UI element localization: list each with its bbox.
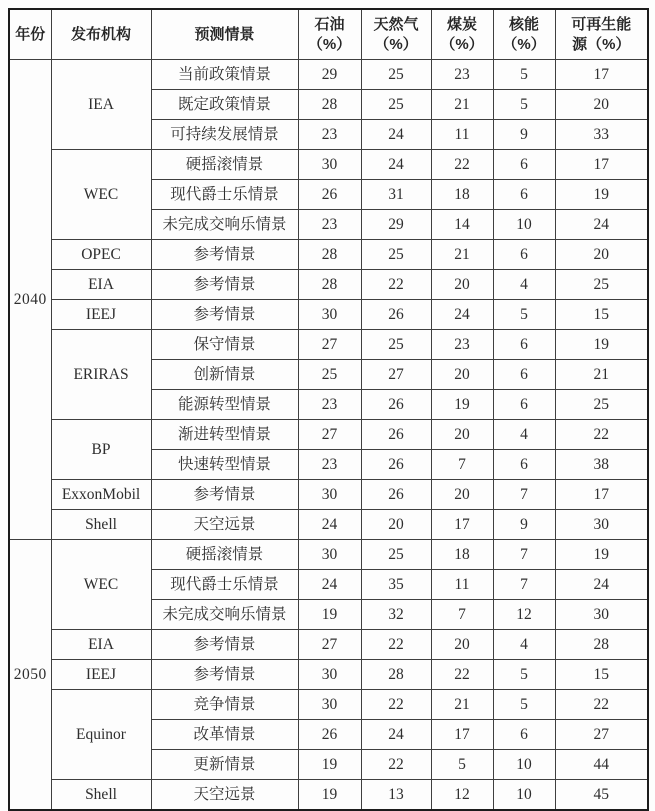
table-row: [9, 630, 648, 660]
value-cell: 22: [555, 690, 648, 720]
scenario-cell: 硬摇滚情景: [151, 540, 298, 570]
column-header-gas: [361, 9, 431, 60]
table-row: [9, 540, 648, 570]
value-cell: 6: [493, 390, 555, 420]
value-cell: 20: [555, 90, 648, 120]
value-cell: 31: [361, 180, 431, 210]
value-cell: 24: [555, 570, 648, 600]
value-cell: 24: [298, 570, 361, 600]
value-cell: 5: [493, 60, 555, 90]
value-cell: 25: [361, 240, 431, 270]
value-cell: 7: [493, 540, 555, 570]
value-cell: 21: [555, 360, 648, 390]
org-cell: EIA: [51, 270, 151, 300]
value-cell: 6: [493, 180, 555, 210]
value-cell: 12: [493, 600, 555, 630]
column-header-text: 源（%）: [572, 35, 631, 53]
value-cell: 19: [431, 390, 493, 420]
scenario-cell: 保守情景: [151, 330, 298, 360]
energy-forecast-table: [8, 8, 649, 811]
org-cell: ExxonMobil: [51, 480, 151, 510]
value-cell: 12: [431, 780, 493, 811]
value-cell: 6: [493, 330, 555, 360]
value-cell: 6: [493, 240, 555, 270]
value-cell: 18: [431, 180, 493, 210]
value-cell: 22: [361, 690, 431, 720]
value-cell: 5: [493, 690, 555, 720]
value-cell: 7: [493, 480, 555, 510]
scenario-cell: 现代爵士乐情景: [151, 180, 298, 210]
value-cell: 6: [493, 720, 555, 750]
scenario-cell: 参考情景: [151, 630, 298, 660]
value-cell: 17: [431, 510, 493, 540]
column-header-text: 煤炭: [446, 15, 477, 33]
value-cell: 25: [298, 360, 361, 390]
column-header-text: （%）: [374, 35, 418, 53]
column-header-text: （%）: [307, 35, 352, 53]
year-cell: 2050: [9, 540, 51, 811]
value-cell: 35: [361, 570, 431, 600]
org-cell: EIA: [51, 630, 151, 660]
table-row: [9, 270, 648, 300]
value-cell: 20: [431, 420, 493, 450]
scenario-cell: 竞争情景: [151, 690, 298, 720]
value-cell: 22: [555, 420, 648, 450]
scenario-cell: 可持续发展情景: [151, 120, 298, 150]
scenario-cell: 参考情景: [151, 270, 298, 300]
value-cell: 28: [361, 660, 431, 690]
value-cell: 13: [361, 780, 431, 811]
org-cell: OPEC: [51, 240, 151, 270]
value-cell: 23: [298, 210, 361, 240]
value-cell: 26: [361, 390, 431, 420]
column-header-renewable: [555, 9, 648, 60]
value-cell: 19: [555, 540, 648, 570]
value-cell: 10: [493, 210, 555, 240]
column-header-text: 年份: [15, 25, 46, 43]
scenario-cell: 快速转型情景: [151, 450, 298, 480]
value-cell: 20: [361, 510, 431, 540]
value-cell: 17: [555, 150, 648, 180]
value-cell: 25: [361, 90, 431, 120]
value-cell: 30: [555, 600, 648, 630]
value-cell: 24: [298, 510, 361, 540]
value-cell: 9: [493, 510, 555, 540]
value-cell: 28: [298, 90, 361, 120]
table-row: [9, 480, 648, 510]
scenario-cell: 天空远景: [151, 510, 298, 540]
value-cell: 25: [555, 270, 648, 300]
value-cell: 24: [361, 720, 431, 750]
value-cell: 30: [298, 480, 361, 510]
table-row: [9, 150, 648, 180]
value-cell: 15: [555, 660, 648, 690]
value-cell: 5: [493, 300, 555, 330]
value-cell: 17: [431, 720, 493, 750]
column-header-year: [9, 9, 51, 60]
scenario-cell: 更新情景: [151, 750, 298, 780]
scenario-cell: 创新情景: [151, 360, 298, 390]
value-cell: 22: [361, 630, 431, 660]
header-row: [9, 9, 648, 60]
column-header-text: 发布机构: [70, 25, 131, 43]
scenario-cell: 未完成交响乐情景: [151, 600, 298, 630]
value-cell: 21: [431, 690, 493, 720]
column-header-text: （%）: [502, 35, 546, 53]
value-cell: 7: [431, 450, 493, 480]
value-cell: 20: [555, 240, 648, 270]
column-header-text: 天然气: [373, 15, 419, 33]
value-cell: 32: [361, 600, 431, 630]
value-cell: 22: [431, 150, 493, 180]
value-cell: 20: [431, 270, 493, 300]
column-header-coal: [431, 9, 493, 60]
scenario-cell: 参考情景: [151, 240, 298, 270]
value-cell: 26: [361, 480, 431, 510]
org-cell: Shell: [51, 510, 151, 540]
org-cell: WEC: [51, 150, 151, 240]
scenario-cell: 参考情景: [151, 480, 298, 510]
value-cell: 6: [493, 450, 555, 480]
table-header: [9, 9, 648, 60]
scenario-cell: 现代爵士乐情景: [151, 570, 298, 600]
org-cell: Shell: [51, 780, 151, 811]
value-cell: 20: [431, 630, 493, 660]
value-cell: 20: [431, 480, 493, 510]
table-row: [9, 240, 648, 270]
org-cell: BP: [51, 420, 151, 480]
value-cell: 24: [555, 210, 648, 240]
org-cell: Equinor: [51, 690, 151, 780]
value-cell: 25: [361, 330, 431, 360]
table-row: [9, 330, 648, 360]
column-header-text: 预测情景: [194, 25, 255, 43]
value-cell: 21: [431, 90, 493, 120]
value-cell: 30: [298, 540, 361, 570]
table-row: [9, 660, 648, 690]
value-cell: 29: [361, 210, 431, 240]
value-cell: 29: [298, 60, 361, 90]
value-cell: 4: [493, 270, 555, 300]
value-cell: 6: [493, 150, 555, 180]
year-cell: 2040: [9, 60, 51, 540]
table-row: [9, 780, 648, 811]
column-header-text: 核能: [508, 15, 539, 33]
value-cell: 23: [431, 60, 493, 90]
value-cell: 25: [361, 60, 431, 90]
value-cell: 22: [431, 660, 493, 690]
value-cell: 23: [298, 390, 361, 420]
scenario-cell: 改革情景: [151, 720, 298, 750]
value-cell: 5: [493, 660, 555, 690]
value-cell: 33: [555, 120, 648, 150]
column-header-org: [51, 9, 151, 60]
scenario-cell: 渐进转型情景: [151, 420, 298, 450]
column-header-oil: [298, 9, 361, 60]
value-cell: 26: [361, 300, 431, 330]
value-cell: 28: [298, 270, 361, 300]
value-cell: 14: [431, 210, 493, 240]
org-cell: IEEJ: [51, 660, 151, 690]
column-header-scenario: [151, 9, 298, 60]
value-cell: 27: [298, 420, 361, 450]
value-cell: 10: [493, 750, 555, 780]
table-row: [9, 420, 648, 450]
value-cell: 18: [431, 540, 493, 570]
value-cell: 11: [431, 570, 493, 600]
value-cell: 24: [361, 150, 431, 180]
column-header-text: 可再生能: [571, 15, 632, 33]
scenario-cell: 当前政策情景: [151, 60, 298, 90]
value-cell: 24: [361, 120, 431, 150]
value-cell: 7: [431, 600, 493, 630]
value-cell: 17: [555, 480, 648, 510]
value-cell: 25: [555, 390, 648, 420]
value-cell: 30: [298, 300, 361, 330]
value-cell: 24: [431, 300, 493, 330]
org-cell: WEC: [51, 540, 151, 630]
value-cell: 38: [555, 450, 648, 480]
column-header-nuclear: [493, 9, 555, 60]
value-cell: 27: [555, 720, 648, 750]
scenario-cell: 参考情景: [151, 660, 298, 690]
value-cell: 4: [493, 630, 555, 660]
scenario-cell: 天空远景: [151, 780, 298, 811]
value-cell: 22: [361, 270, 431, 300]
value-cell: 26: [361, 450, 431, 480]
value-cell: 23: [298, 450, 361, 480]
table-row: [9, 60, 648, 90]
value-cell: 19: [298, 600, 361, 630]
value-cell: 9: [493, 120, 555, 150]
column-header-text: 石油: [314, 15, 345, 33]
org-cell: ERIRAS: [51, 330, 151, 420]
value-cell: 28: [555, 630, 648, 660]
table-row: [9, 510, 648, 540]
column-header-text: （%）: [440, 35, 484, 53]
value-cell: 25: [361, 540, 431, 570]
value-cell: 27: [361, 360, 431, 390]
value-cell: 5: [493, 90, 555, 120]
table-row: [9, 300, 648, 330]
value-cell: 11: [431, 120, 493, 150]
value-cell: 4: [493, 420, 555, 450]
value-cell: 30: [298, 150, 361, 180]
scenario-cell: 既定政策情景: [151, 90, 298, 120]
value-cell: 30: [298, 690, 361, 720]
value-cell: 45: [555, 780, 648, 811]
scenario-cell: 未完成交响乐情景: [151, 210, 298, 240]
org-cell: IEEJ: [51, 300, 151, 330]
scenario-cell: 硬摇滚情景: [151, 150, 298, 180]
scenario-cell: 能源转型情景: [151, 390, 298, 420]
value-cell: 21: [431, 240, 493, 270]
value-cell: 19: [555, 180, 648, 210]
value-cell: 5: [431, 750, 493, 780]
value-cell: 23: [298, 120, 361, 150]
value-cell: 20: [431, 360, 493, 390]
value-cell: 30: [298, 660, 361, 690]
table-row: [9, 690, 648, 720]
value-cell: 26: [298, 720, 361, 750]
value-cell: 19: [555, 330, 648, 360]
value-cell: 28: [298, 240, 361, 270]
value-cell: 15: [555, 300, 648, 330]
value-cell: 22: [361, 750, 431, 780]
value-cell: 19: [298, 780, 361, 811]
value-cell: 30: [555, 510, 648, 540]
value-cell: 17: [555, 60, 648, 90]
value-cell: 6: [493, 360, 555, 390]
value-cell: 26: [298, 180, 361, 210]
value-cell: 26: [361, 420, 431, 450]
org-cell: IEA: [51, 60, 151, 150]
value-cell: 27: [298, 630, 361, 660]
value-cell: 7: [493, 570, 555, 600]
value-cell: 44: [555, 750, 648, 780]
value-cell: 27: [298, 330, 361, 360]
table-body: [9, 60, 648, 811]
scenario-cell: 参考情景: [151, 300, 298, 330]
value-cell: 10: [493, 780, 555, 811]
value-cell: 23: [431, 330, 493, 360]
value-cell: 19: [298, 750, 361, 780]
